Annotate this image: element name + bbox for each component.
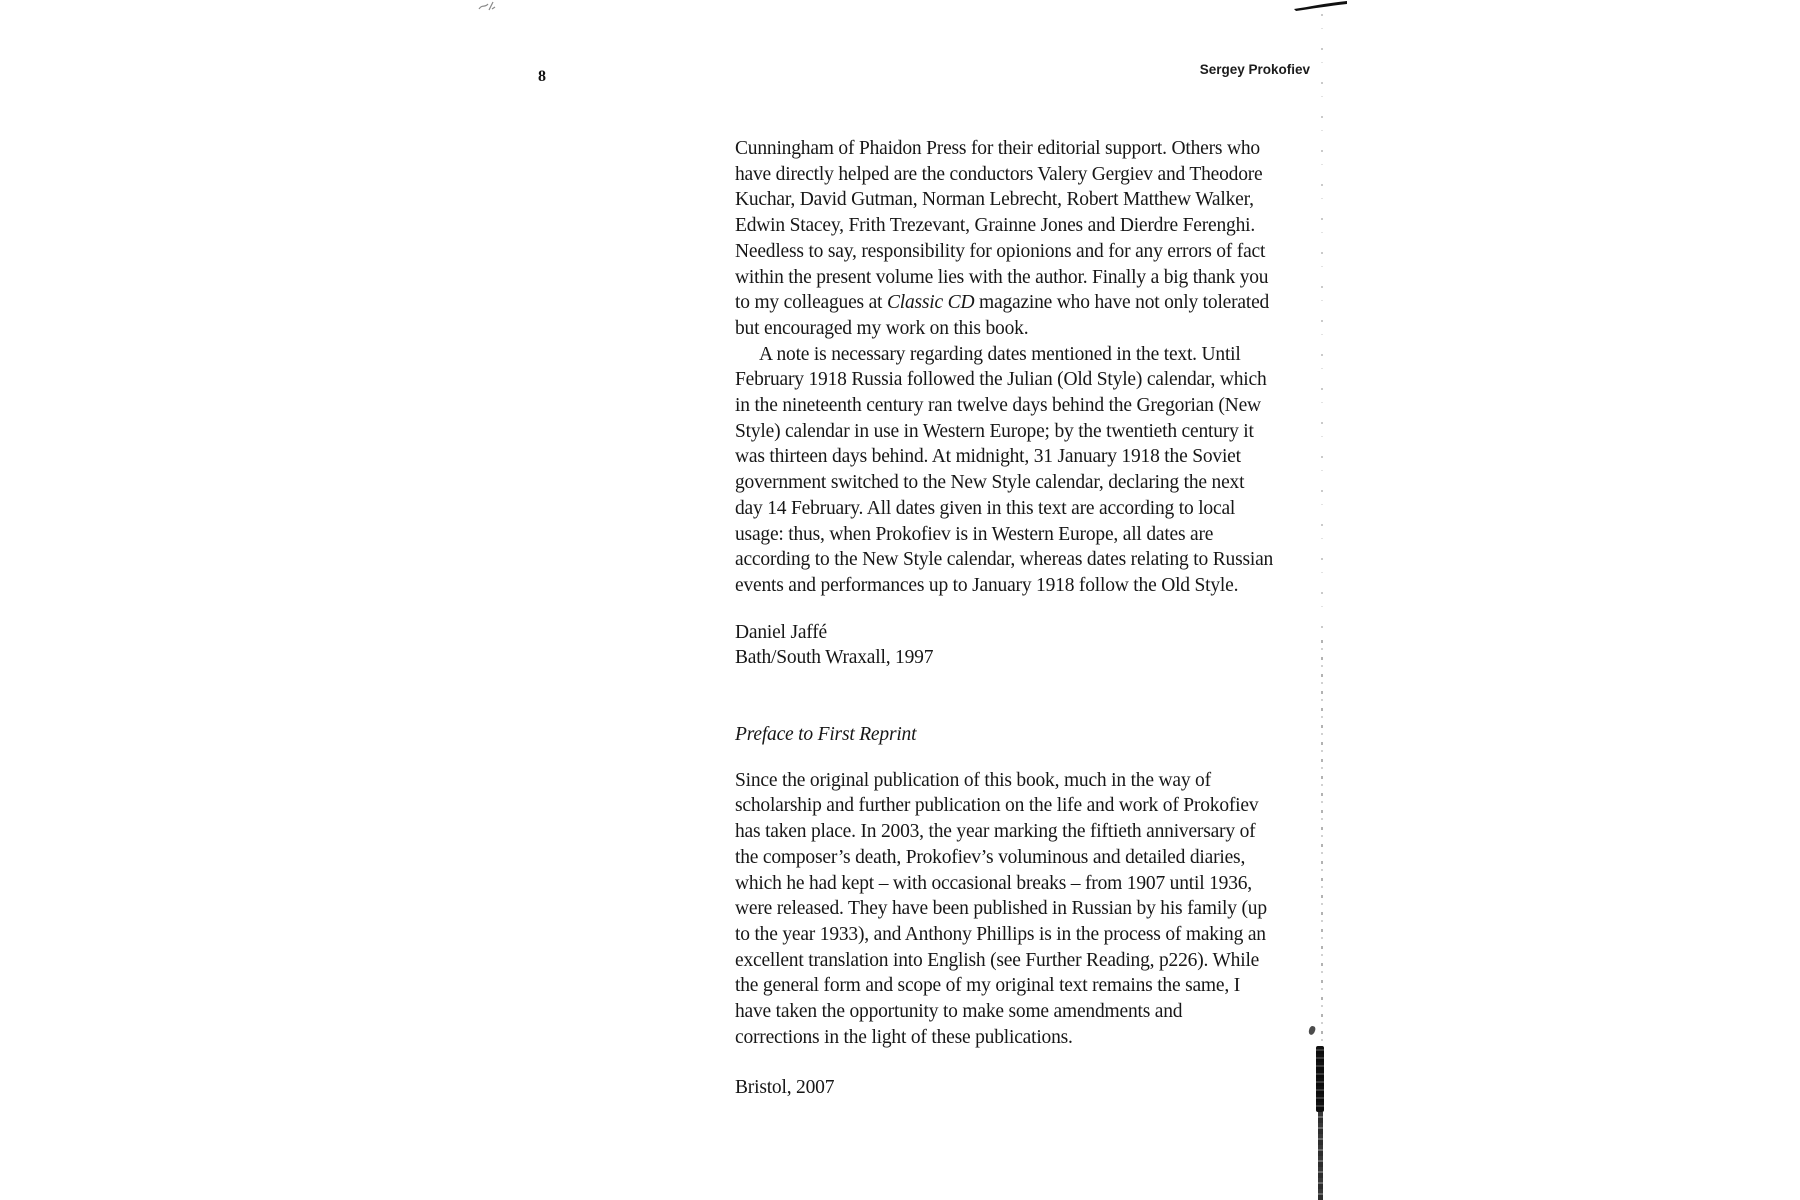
text-line: was thirteen days behind. At midnight, 31 January 1918 the Soviet — [735, 446, 1241, 468]
text-line: within the present volume lies with the author. Finally a big thank you — [735, 266, 1269, 288]
text-line — [735, 290, 1345, 316]
signoff-place-date: Bristol, 2007 — [735, 1076, 835, 1098]
text-line: government switched to the New Style calendar, declaring the next — [735, 472, 1245, 494]
scan-stroke-top-right — [1292, 0, 1350, 13]
text-line: were released. They have been published in Russian by his family (up — [735, 898, 1267, 920]
magazine-title: Classic CD — [886, 292, 975, 314]
text-run: to my colleagues at — [735, 292, 887, 314]
signature-place-date: Bath/South Wraxall, 1997 — [735, 647, 934, 669]
paragraph-acknowledgements — [735, 136, 1345, 342]
scan-bar-bottom-right-tail — [1318, 1112, 1323, 1200]
text-line: which he had kept – with occasional breaks – from 1907 until 1936, — [735, 872, 1252, 894]
text-line: Edwin Stacey, Frith Trezevant, Grainne Jones and Dierdre Ferenghi. — [735, 215, 1256, 237]
text-line: usage: thus, when Prokofiev is in Western Europe, all dates are — [735, 523, 1214, 545]
text-line: events and performances up to January 1918 follow the Old Style. — [735, 574, 1239, 596]
text-line: corrections in the light of these publications. — [735, 1026, 1073, 1048]
text-line: Since the original publication of this book, much in the way of — [735, 769, 1211, 791]
paragraph-dates-note — [735, 342, 1345, 599]
text-line: to the year 1933), and Anthony Phillips is in the process of making an — [735, 923, 1266, 945]
section-heading: Preface to First Reprint — [735, 724, 917, 746]
text-line: according to the New Style calendar, whereas dates relating to Russian — [735, 549, 1274, 571]
signature-block — [735, 620, 1345, 671]
text-line: have taken the opportunity to make some amendments and — [735, 1001, 1183, 1023]
scan-smudge-top — [477, 0, 497, 13]
text-line: Cunningham of Phaidon Press for their editorial support. Others who — [735, 138, 1260, 159]
author-name: Daniel Jaffé — [735, 621, 827, 643]
text-column — [735, 136, 1345, 1100]
text-line: the general form and scope of my original text remains the same, I — [735, 975, 1240, 997]
text-line: Kuchar, David Gutman, Norman Lebrecht, Robert Matthew Walker, — [735, 189, 1254, 211]
text-line: Style) calendar in use in Western Europe; by the twentieth century it — [735, 420, 1254, 442]
paragraph-reprint-preface — [735, 768, 1345, 1051]
text-line: in the nineteenth century ran twelve days behind the Gregorian (New — [735, 395, 1261, 417]
text-line: have directly helped are the conductors Valery Gergiev and Theodore — [735, 163, 1263, 185]
page-number: 8 — [538, 68, 547, 85]
text-line: scholarship and further publication on the life and work of Prokofiev — [735, 795, 1259, 817]
text-line: has taken place. In 2003, the year marking the fiftieth anniversary of — [735, 821, 1256, 843]
text-run: magazine who have not only tolerated — [974, 292, 1270, 314]
running-header: Sergey Prokofiev — [1199, 62, 1310, 77]
text-line: but encouraged my work on this book. — [735, 317, 1029, 339]
text-line: February 1918 Russia followed the Julian (Old Style) calendar, which — [735, 369, 1267, 391]
text-line: A note is necessary regarding dates mentioned in the text. Until — [759, 343, 1241, 365]
text-line: Needless to say, responsibility for opionions and for any errors of fact — [735, 240, 1266, 262]
text-line: day 14 February. All dates given in this text are according to local — [735, 497, 1236, 519]
text-line: the composer’s death, Prokofiev’s voluminous and detailed diaries, — [735, 846, 1246, 868]
text-line: excellent translation into English (see Further Reading, p226). While — [735, 949, 1260, 971]
